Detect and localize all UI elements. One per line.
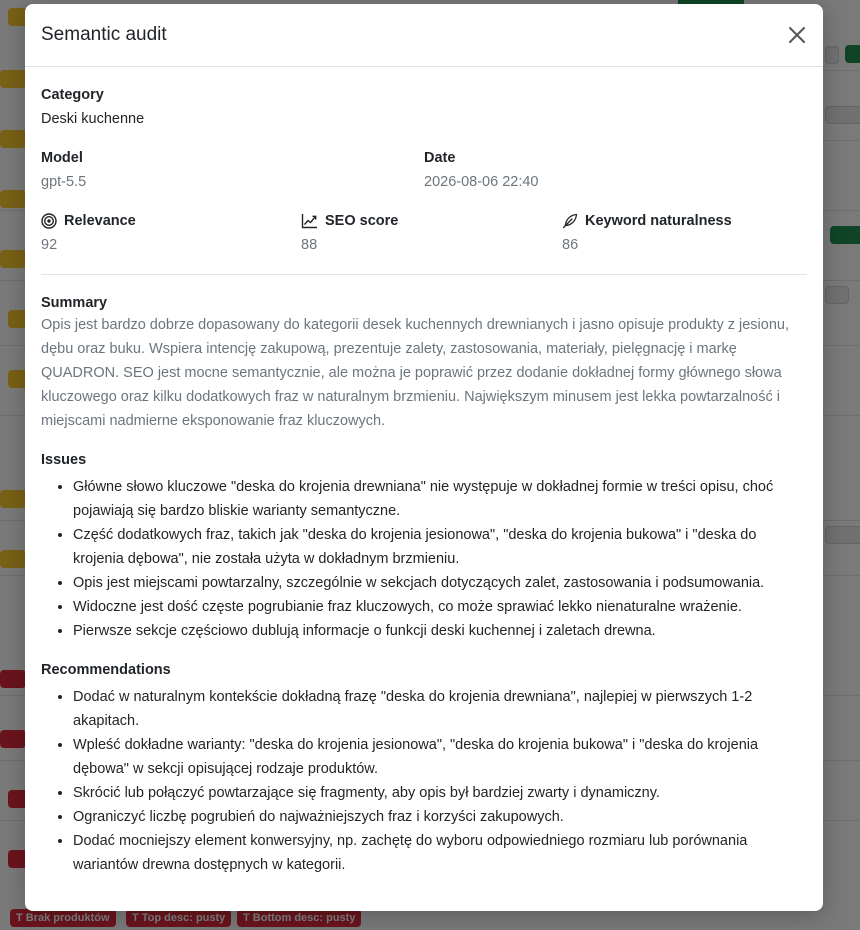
model-block	[41, 149, 424, 192]
metric-label: SEO score	[325, 213, 399, 229]
category-block	[41, 86, 807, 129]
category-label: Category	[41, 87, 104, 103]
issues-title: Issues	[41, 452, 87, 468]
close-button[interactable]	[785, 23, 809, 47]
date-value: 2026-08-06 22:40	[424, 174, 539, 190]
date-block	[424, 149, 807, 192]
section-divider	[41, 274, 807, 275]
list-item: • Opis jest miejscami powtarzalny, szczególnie w sekcjach dotyczących zalet, zastosowania i podsumowania.	[73, 571, 807, 595]
issues-section	[41, 451, 807, 643]
model-label: Model	[41, 150, 83, 166]
recommendations-section	[41, 661, 807, 877]
metric-seo-score	[301, 212, 562, 255]
metrics-row	[41, 212, 807, 255]
modal-title: Semantic audit	[41, 24, 167, 45]
category-value: Deski kuchenne	[41, 111, 145, 127]
metric-value: 92	[41, 237, 58, 253]
summary-text: Opis jest bardzo dobrze dopasowany do kategorii desek kuchennych drewnianych i jasno opisuje produkty z jesionu, dębu oraz buku. Wspiera intencję zakupową, prezentuje zalety, zastosowania, materiały, pielęgnację i markę QUADRON. SEO jest mocne semantycznie, ale można je poprawić przez dodanie dokładnej formy głównego słowa kluczowego oraz kilku dodatkowych fraz w naturalnym brzmieniu. Największym minusem jest lekka powtarzalność i miejscami nadmierne eksponowanie fraz kluczowych.	[41, 317, 789, 429]
recommendations-title: Recommendations	[41, 662, 171, 678]
list-item: • Widoczne jest dość częste pogrubianie fraz kluczowych, co może sprawiać lekko nienaturalne wrażenie.	[73, 595, 807, 619]
metric-keyword-naturalness	[562, 212, 792, 255]
metric-label: Relevance	[64, 213, 136, 229]
modal-body	[25, 67, 823, 877]
list-item: • Wpleść dokładne warianty: "deska do krojenia jesionowa", "deska do krojenia bukowa" i "deska do krojenia dębowa" w sekcji opisującej rodzaje produktów.	[73, 733, 807, 781]
trend-chart-icon	[301, 213, 318, 229]
list-item: • Pierwsze sekcje częściowo dublują informacje o funkcji deski kuchennej i zaletach drewna.	[73, 619, 807, 643]
list-item: • Ograniczyć liczbę pogrubień do najważniejszych fraz i korzyści zakupowych.	[73, 805, 807, 829]
metric-value: 88	[301, 237, 318, 253]
list-item: • Część dodatkowych fraz, takich jak "deska do krojenia jesionowa", "deska do krojenia bukowa" i "deska do krojenia dębowa", nie została użyta w dokładnym brzmieniu.	[73, 523, 807, 571]
semantic-audit-modal	[25, 4, 823, 911]
list-item: • Dodać w naturalnym kontekście dokładną frazę "deska do krojenia drewniana", najlepiej w pierwszych 1-2 akapitach.	[73, 685, 807, 733]
metric-relevance	[41, 212, 301, 255]
model-date-row	[41, 149, 807, 192]
list-item: • Skrócić lub połączyć powtarzające się fragmenty, aby opis był bardziej zwarty i dynamiczny.	[73, 781, 807, 805]
list-item: • Dodać mocniejszy element konwersyjny, np. zachętę do wyboru odpowiedniego rozmiaru lub porównania wariantów drewna dostępnych w kategorii.	[73, 829, 807, 877]
issues-list	[41, 475, 807, 643]
modal-header	[25, 4, 823, 67]
close-icon	[787, 25, 807, 45]
recommendations-list	[41, 685, 807, 877]
summary-section	[41, 294, 807, 433]
date-label: Date	[424, 150, 456, 166]
list-item: • Główne słowo kluczowe "deska do krojenia drewniana" nie występuje w dokładnej formie w treści opisu, choć pojawiają się bardzo bliskie warianty semantyczne.	[73, 475, 807, 523]
summary-title: Summary	[41, 295, 108, 311]
metric-value: 86	[562, 237, 579, 253]
feather-icon	[562, 213, 578, 229]
model-value: gpt-5.5	[41, 174, 87, 190]
target-icon	[41, 213, 57, 229]
metric-label: Keyword naturalness	[585, 213, 732, 229]
